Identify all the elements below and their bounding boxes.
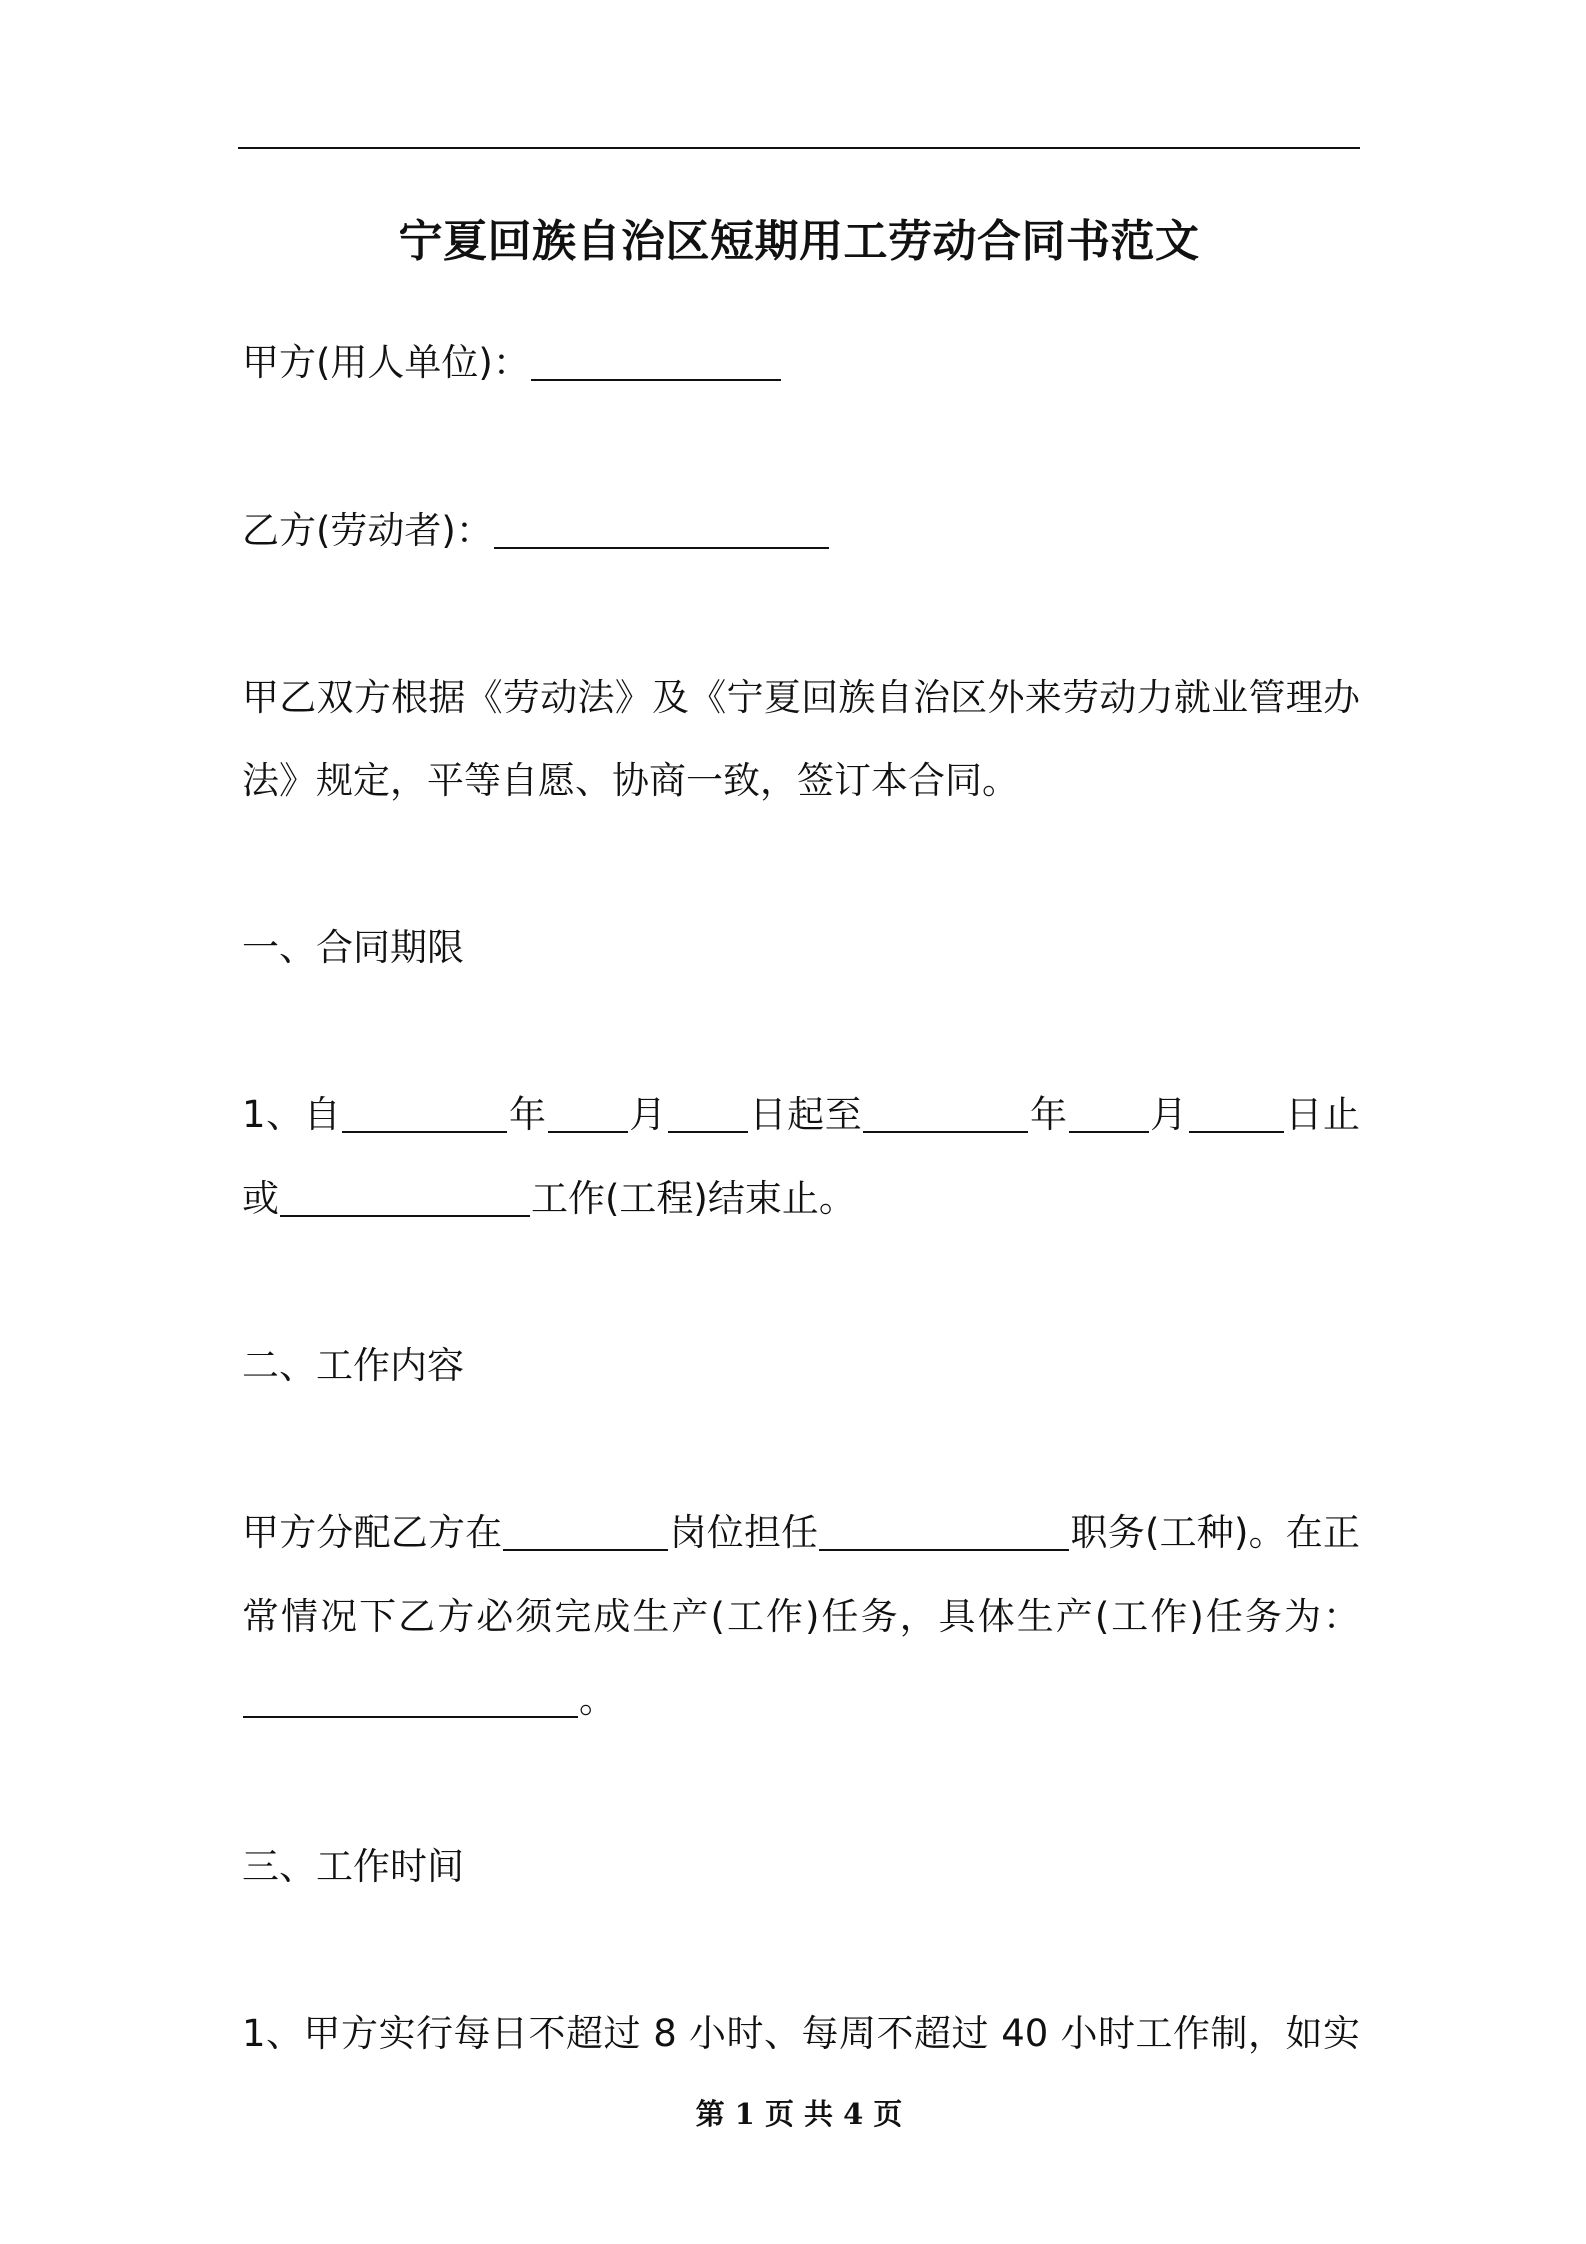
section-2-line-1	[242, 1508, 1360, 1558]
party-b-label: 乙方(劳动者)：	[242, 509, 493, 552]
project-end-label: 工作(工程)结束止。	[531, 1177, 856, 1220]
section-2-text-b: 岗位担任	[669, 1511, 819, 1554]
or-label: 或	[242, 1177, 279, 1220]
party-b-line	[242, 506, 1360, 556]
end-day-blank[interactable]	[1189, 1095, 1284, 1133]
page-footer: 第 1 页 共 4 页	[695, 2097, 903, 2131]
section-3-clause-1-line-1: 1、甲方实行每日不超过 8 小时、每周不超过 40 小时工作制，如实	[242, 2012, 1360, 2055]
section-3-heading: 三、工作时间	[242, 1845, 464, 1888]
party-a-line	[242, 338, 1360, 388]
clause-1-1-line-1	[242, 1090, 1360, 1140]
year-label: 年	[508, 1093, 547, 1136]
section-2-line-3	[242, 1675, 1360, 1725]
section-2-text-a: 甲方分配乙方在	[242, 1511, 503, 1554]
post-blank[interactable]	[503, 1513, 668, 1551]
section-2-heading: 二、工作内容	[242, 1344, 464, 1387]
day-to-label: 日止	[1284, 1093, 1361, 1136]
month-label-2: 月	[1149, 1093, 1188, 1136]
document-title: 宁夏回族自治区短期用工劳动合同书范文	[398, 216, 1200, 267]
party-b-blank[interactable]	[494, 511, 829, 549]
party-a-label: 甲方(用人单位)：	[242, 341, 530, 384]
clause-prefix: 1、自	[242, 1093, 342, 1136]
start-day-blank[interactable]	[668, 1095, 748, 1133]
task-blank[interactable]	[243, 1680, 578, 1718]
month-label: 月	[628, 1093, 667, 1136]
end-year-blank[interactable]	[863, 1095, 1028, 1133]
day-from-label: 日起至	[748, 1093, 863, 1136]
section-1-heading: 一、合同期限	[242, 926, 464, 969]
preamble-line-2: 法》规定，平等自愿、协商一致，签订本合同。	[242, 759, 1019, 802]
start-month-blank[interactable]	[548, 1095, 628, 1133]
header-rule	[238, 147, 1360, 149]
end-month-blank[interactable]	[1069, 1095, 1149, 1133]
year-label-2: 年	[1029, 1093, 1068, 1136]
section-2-line-3-end: 。	[579, 1678, 616, 1721]
preamble-line-1: 甲乙双方根据《劳动法》及《宁夏回族自治区外来劳动力就业管理办	[242, 676, 1360, 719]
section-2-text-c: 职务(工种)。在正	[1070, 1511, 1360, 1554]
duty-blank[interactable]	[819, 1513, 1069, 1551]
clause-1-1-line-2	[242, 1174, 1360, 1224]
project-blank[interactable]	[280, 1179, 530, 1217]
section-2-line-2: 常情况下乙方必须完成生产(工作)任务，具体生产(工作)任务为：	[242, 1595, 1360, 1638]
party-a-blank[interactable]	[531, 343, 781, 381]
start-year-blank[interactable]	[342, 1095, 507, 1133]
